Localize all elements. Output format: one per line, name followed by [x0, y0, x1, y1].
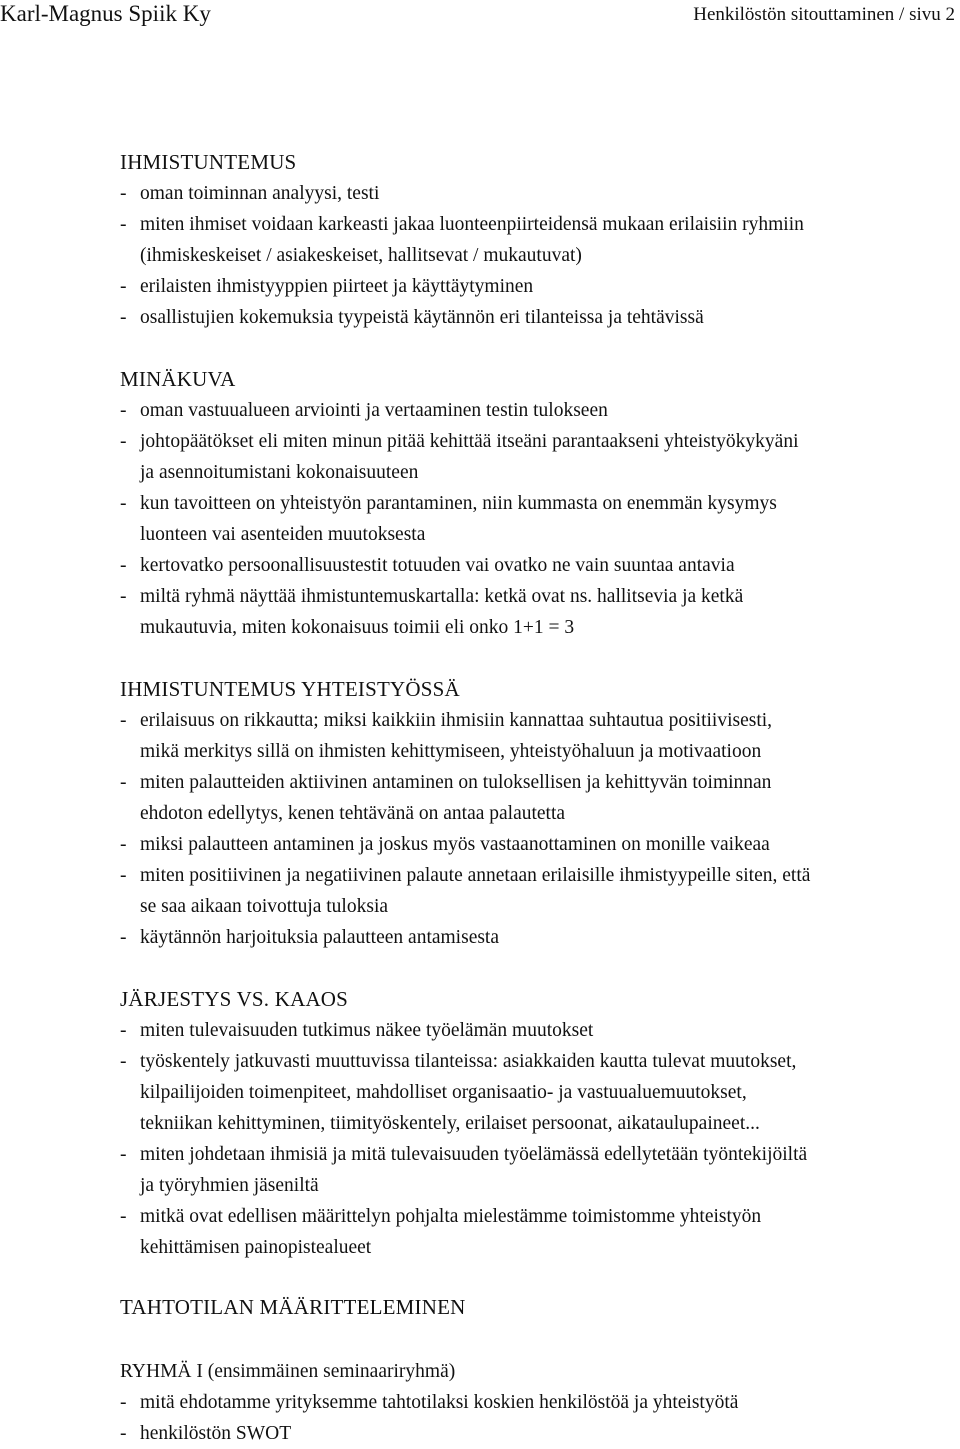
- list-item-line: mikä merkitys sillä on ihmisten kehittymiseen, yhteistyöhaluun ja motivaatioon: [140, 741, 762, 762]
- list-item: [120, 1201, 960, 1263]
- list-item-line: mitä ehdotamme yrityksemme tahtotilaksi koskien henkilöstöä ja yhteistyötä: [140, 1392, 739, 1413]
- list-item: [120, 271, 960, 302]
- list-item-line: miten positiivinen ja negatiivinen palaute annetaan erilaisille ihmistyypeille siten, että: [140, 865, 811, 886]
- list-item-line: kehittämisen painopistealueet: [140, 1237, 372, 1258]
- section-heading: JÄRJESTYS VS. KAAOS: [120, 987, 349, 1011]
- dash-marker: -: [120, 307, 127, 328]
- list-item-line: työskentely jatkuvasti muuttuvissa tilanteissa: asiakkaiden kautta tulevat muutokset,: [140, 1051, 797, 1072]
- list-item-line: miten johdetaan ihmisiä ja mitä tulevaisuuden työelämässä edellytetään työntekijöiltä: [140, 1144, 808, 1165]
- list-item-line: miltä ryhmä näyttää ihmistuntemuskartalla: ketkä ovat ns. hallitsevia ja ketkä: [140, 586, 744, 607]
- list-item-line: luonteen vai asenteiden muutoksesta: [140, 524, 426, 545]
- list-item: [120, 302, 960, 333]
- section-spacer: [120, 1323, 960, 1356]
- dash-marker: -: [120, 400, 127, 421]
- dash-marker: -: [120, 586, 127, 607]
- section-heading: IHMISTUNTEMUS YHTEISTYÖSSÄ: [120, 677, 460, 701]
- dash-marker: -: [120, 927, 127, 948]
- list-item: [120, 209, 960, 271]
- list-item-line: miten tulevaisuuden tutkimus näkee työelämän muutokset: [140, 1020, 594, 1041]
- list-item-line: (ihmiskeskeiset / asiakeskeiset, hallitsevat / mukautuvat): [140, 245, 582, 266]
- section-heading: IHMISTUNTEMUS: [120, 150, 297, 174]
- header-company-name: Karl-Magnus Spiik Ky: [0, 1, 211, 26]
- list-item: [120, 426, 960, 488]
- list-item-line: erilaisten ihmistyyppien piirteet ja käyttäytyminen: [140, 276, 534, 297]
- section-jarjestys-vs-kaaos: [120, 984, 960, 1263]
- section-spacer: [120, 643, 960, 674]
- section-spacer: [120, 333, 960, 364]
- section-minakuva: [120, 364, 960, 643]
- list-item: [120, 581, 960, 643]
- dash-marker: -: [120, 1144, 127, 1165]
- dash-marker: -: [120, 493, 127, 514]
- list-item-line: oman toiminnan analyysi, testi: [140, 183, 380, 204]
- group-title: RYHMÄ I (ensimmäinen seminaariryhmä): [120, 1361, 456, 1382]
- section-heading: TAHTOTILAN MÄÄRITTELEMINEN: [120, 1295, 466, 1319]
- list-item: [120, 1015, 960, 1046]
- dash-marker: -: [120, 555, 127, 576]
- list-item-line: miten ihmiset voidaan karkeasti jakaa luonteenpiirteidensä mukaan erilaisiin ryhmiin: [140, 214, 804, 235]
- list-item-line: mukautuvia, miten kokonaisuus toimii eli onko 1+1 = 3: [140, 617, 575, 638]
- list-item: [120, 922, 960, 953]
- bullet-list: [120, 1015, 960, 1263]
- list-item: [120, 1418, 960, 1449]
- list-item-line: ja työryhmien jäseniltä: [140, 1175, 319, 1196]
- dash-marker: -: [120, 431, 127, 452]
- list-item: [120, 829, 960, 860]
- list-item-line: ehdoton edellytys, kenen tehtävänä on antaa palautetta: [140, 803, 566, 824]
- list-item-line: henkilöstön SWOT: [140, 1423, 292, 1444]
- dash-marker: -: [120, 710, 127, 731]
- list-item: [120, 395, 960, 426]
- dash-marker: -: [120, 1051, 127, 1072]
- list-item-line: tekniikan kehittyminen, tiimityöskentely, erilaiset persoonat, aikataulupaineet...: [140, 1113, 760, 1134]
- list-item-line: johtopäätökset eli miten minun pitää kehittää itseäni parantaakseni yhteistyökykyäni: [140, 431, 799, 452]
- header-page-title: Henkilöstön sitouttaminen / sivu 2: [693, 4, 955, 25]
- dash-marker: -: [120, 1206, 127, 1227]
- list-item: [120, 1139, 960, 1201]
- list-item-line: kun tavoitteen on yhteistyön parantaminen, niin kummasta on enemmän kysymys: [140, 493, 777, 514]
- bullet-list: [120, 705, 960, 953]
- list-item-line: miten palautteiden aktiivinen antaminen on tuloksellisen ja kehittyvän toiminnan: [140, 772, 772, 793]
- list-item-line: se saa aikaan toivottuja tuloksia: [140, 896, 389, 917]
- list-item: [120, 178, 960, 209]
- dash-marker: -: [120, 214, 127, 235]
- list-item-line: käytännön harjoituksia palautteen antamisesta: [140, 927, 500, 948]
- section-spacer: [120, 953, 960, 984]
- dash-marker: -: [120, 834, 127, 855]
- section-tahtotilan-maarittele: [120, 1292, 960, 1323]
- dash-marker: -: [120, 1423, 127, 1444]
- section-heading: MINÄKUVA: [120, 367, 236, 391]
- section-spacer: [120, 1263, 960, 1292]
- group-ryhma-i: [120, 1356, 960, 1449]
- list-item: [120, 1387, 960, 1418]
- dash-marker: -: [120, 183, 127, 204]
- dash-marker: -: [120, 276, 127, 297]
- list-item-line: oman vastuualueen arviointi ja vertaaminen testin tulokseen: [140, 400, 608, 421]
- list-item-line: miksi palautteen antaminen ja joskus myös vastaanottaminen on monille vaikeaa: [140, 834, 770, 855]
- list-item: [120, 860, 960, 922]
- list-item-line: mitkä ovat edellisen määrittelyn pohjalta mielestämme toimistomme yhteistyön: [140, 1206, 762, 1227]
- list-item-line: erilaisuus on rikkautta; miksi kaikkiin ihmisiin kannattaa suhtautua positiivisesti,: [140, 710, 773, 731]
- dash-marker: -: [120, 1020, 127, 1041]
- bullet-list: [120, 178, 960, 333]
- list-item: [120, 488, 960, 550]
- list-item-line: osallistujien kokemuksia tyypeistä käytännön eri tilanteissa ja tehtävissä: [140, 307, 704, 328]
- list-item: [120, 767, 960, 829]
- bullet-list: [120, 395, 960, 643]
- section-ihmistuntemus: [120, 147, 960, 333]
- list-item-line: ja asennoitumistani kokonaisuuteen: [140, 462, 419, 483]
- list-item: [120, 705, 960, 767]
- bullet-list: [120, 1387, 960, 1449]
- dash-marker: -: [120, 772, 127, 793]
- list-item-line: kertovatko persoonallisuustestit totuuden vai ovatko ne vain suuntaa antavia: [140, 555, 735, 576]
- dash-marker: -: [120, 1392, 127, 1413]
- list-item-line: kilpailijoiden toimenpiteet, mahdolliset organisaatio- ja vastuualuemuutokset,: [140, 1082, 747, 1103]
- dash-marker: -: [120, 865, 127, 886]
- document-body: [120, 147, 960, 1449]
- list-item: [120, 1046, 960, 1139]
- list-item: [120, 550, 960, 581]
- section-ihmistuntemus-yhteistyossa: [120, 674, 960, 953]
